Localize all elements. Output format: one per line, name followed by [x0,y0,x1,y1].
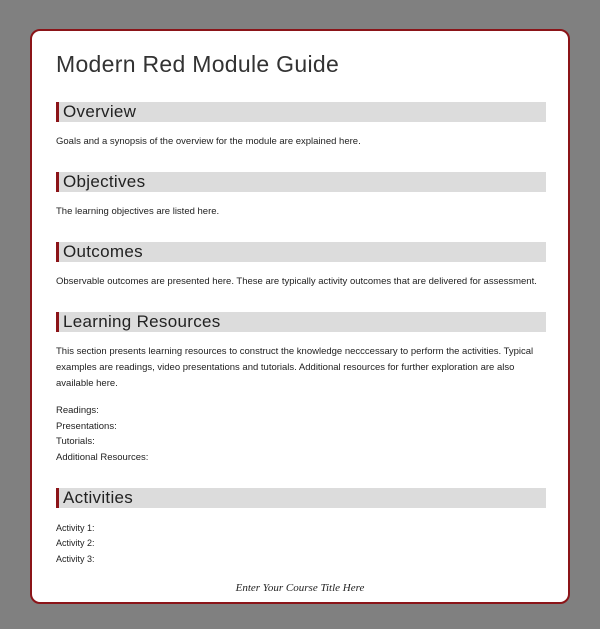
course-title-footer: Enter Your Course Title Here [235,582,365,594]
resource-tutorials: Tutorials: [56,436,95,447]
activity-3: Activity 3: [56,554,95,564]
page-title: Modern Red Module Guide [56,51,340,77]
activities-heading: Activities [56,488,546,508]
resource-readings: Readings: [56,405,99,416]
activity-1: Activity 1: [56,523,95,533]
overview-heading: Overview [56,102,546,122]
outcomes-heading: Outcomes [56,242,546,262]
learning-resources-heading: Learning Resources [56,312,546,332]
activity-2: Activity 2: [56,538,95,548]
module-guide-card [30,29,570,604]
outcomes-text: Observable outcomes are presented here. These are typically activity outcomes that are delivered for assessment. [56,276,537,287]
resource-additional: Additional Resources: [56,452,149,463]
learning-resources-text: This section presents learning resources to construct the knowledge necccessary to perform the activities. Typical examples are readings, video presentations and tutorials. Additional resources for further exploration are also available here. [56,346,534,389]
overview-text: Goals and a synopsis of the overview for the module are explained here. [56,136,361,147]
resource-presentations: Presentations: [56,421,117,432]
objectives-heading: Objectives [56,172,546,192]
objectives-text: The learning objectives are listed here. [56,206,220,217]
